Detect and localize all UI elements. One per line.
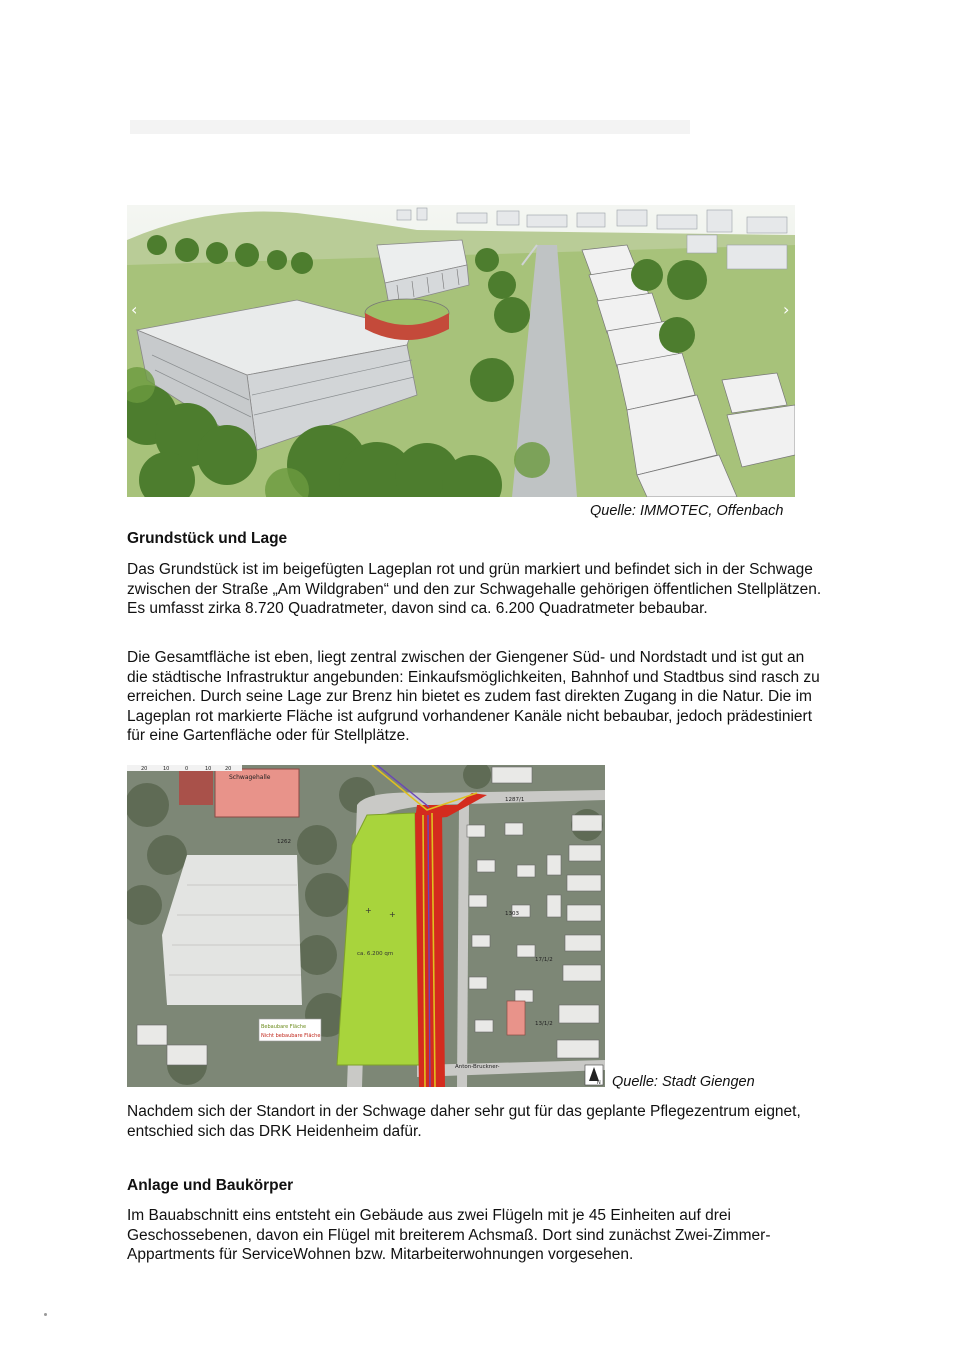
map-street-label: Anton-Bruckner- — [455, 1064, 500, 1070]
scan-speck — [44, 1313, 47, 1316]
map-parcel-1303: 1303 — [505, 911, 519, 917]
paragraph-grundstueck-1: Das Grundstück ist im beigefügten Lageplan rot und grün markiert und befindet sich in der Schwage zwischen der Straße „Am Wildgraben“ und den zur Schwagehalle gehörigen öffentlichen Stellplätzen. Es umfasst zirka 8.720 Quadratmeter, davon sind ca. 6.200 Quadratmeter bebaubar. — [127, 561, 822, 618]
map-area-label: ca. 6.200 qm — [357, 951, 394, 957]
paragraph-grundstueck-3: Nachdem sich der Standort in der Schwage daher sehr gut für das geplante Pflegezentrum eignet, entschied sich das DRK Heidenheim dafür. — [127, 1103, 801, 1140]
svg-text:›: › — [783, 300, 790, 319]
paragraph-grundstueck-2: Die Gesamtfläche ist eben, liegt zentral zwischen der Giengener Süd- und Nordstadt und ist gut an die städtische Infrastruktur angebunden: Einkaufsmöglichkeiten, Bahnhof und Stadtbus sind rasch zu erreichen. Durch seine Lage zur Brenz hin bietet es zudem fast direkten Zugang in die Natur. Die im Lageplan rot markierte Fläche ist aufgrund vorhandener Kanäle nicht bebaubar, jedoch prädestiniert für eine Gartenfläche oder für Stellplätze. — [127, 649, 820, 745]
map-north-arrow: N — [597, 1080, 601, 1086]
section-heading-anlage: Anlage und Baukörper — [127, 1177, 294, 1194]
faint-header-artifact — [130, 112, 690, 142]
section-heading-grundstueck: Grundstück und Lage — [127, 530, 288, 547]
map-scale-4: 10 — [205, 766, 212, 772]
map-scale-2: 10 — [163, 766, 170, 772]
photo-source-caption: Quelle: IMMOTEC, Offenbach — [590, 503, 784, 519]
map-scale-3: 0 — [185, 766, 189, 772]
svg-text:‹: ‹ — [131, 300, 138, 319]
map-legend-buildable: Bebaubare Fläche — [261, 1024, 307, 1030]
paragraph-anlage-1: Im Bauabschnitt eins entsteht ein Gebäude aus zwei Flügeln mit je 45 Einheiten auf drei Geschossebenen, davon ein Flügel mit breiterem Achsmaß. Dort sind zunächst Zwei-Zimmer-Appartments für ServiceWohnen bzw. Mitarbeiterwohnungen vorgesehen. — [127, 1207, 771, 1264]
svg-text:+: + — [389, 910, 396, 919]
architectural-rendering — [127, 205, 795, 497]
site-plan-map — [127, 765, 605, 1087]
map-source-caption: Quelle: Stadt Giengen — [612, 1074, 755, 1090]
svg-text:+: + — [365, 906, 372, 915]
map-parcel-1287: 1287/1 — [505, 797, 525, 803]
map-parcel-17-1-2: 17/1/2 — [535, 957, 553, 963]
map-scale-5: 20 — [225, 766, 232, 772]
map-parcel-13-1-2: 13/1/2 — [535, 1021, 553, 1027]
map-scale-1: 20 — [141, 766, 148, 772]
map-building-label: Schwagehalle — [229, 774, 271, 781]
map-parcel-1262: 1262 — [277, 839, 291, 845]
map-legend-not-buildable: Nicht bebaubare Fläche — [261, 1033, 321, 1039]
